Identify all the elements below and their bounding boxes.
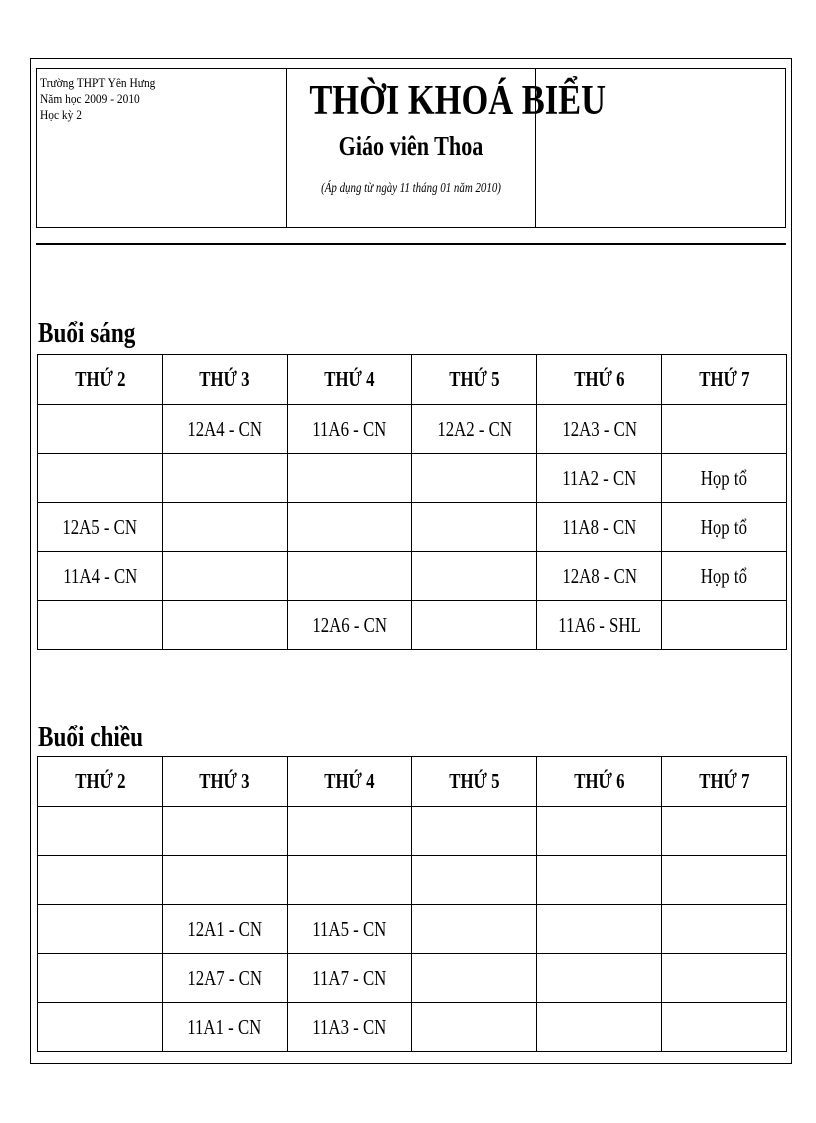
timetable-cell: [412, 454, 537, 503]
timetable-cell: [537, 856, 662, 905]
timetable-cell: [662, 405, 787, 454]
day-header: [537, 757, 662, 807]
day-header-label: THỨ 2: [74, 367, 126, 391]
timetable-cell: [162, 1003, 287, 1052]
afternoon-timetable: [37, 756, 787, 1052]
timetable-cell: [287, 1003, 412, 1052]
cell-label: 12A4 - CN: [187, 416, 263, 441]
table-row: [38, 405, 787, 454]
table-row: [38, 954, 787, 1003]
table-row: [38, 503, 787, 552]
timetable-cell: [38, 601, 163, 650]
timetable-cell: [287, 905, 412, 954]
timetable-cell: [38, 954, 163, 1003]
cell-label: 12A1 - CN: [187, 916, 263, 941]
day-header-label: THỨ 7: [698, 769, 750, 793]
cell-label: 11A7 - CN: [312, 965, 387, 990]
cell-label: 12A5 - CN: [62, 514, 138, 539]
day-header: [162, 355, 287, 405]
cell-label: 11A6 - CN: [312, 416, 387, 441]
timetable-cell: [412, 503, 537, 552]
day-header-label: THỨ 3: [199, 367, 250, 391]
divider-line: [36, 243, 786, 245]
cell-label: 11A6 - SHL: [557, 612, 641, 637]
timetable-cell: [38, 405, 163, 454]
timetable-cell: [537, 905, 662, 954]
timetable-cell: [412, 807, 537, 856]
timetable-cell: [662, 454, 787, 503]
day-header: [38, 355, 163, 405]
day-header-label: THỨ 6: [574, 367, 625, 391]
timetable-cell: [537, 503, 662, 552]
school-year: Năm học 2009 - 2010: [40, 91, 140, 106]
timetable-cell: [662, 954, 787, 1003]
timetable-cell: [412, 856, 537, 905]
day-header-label: THỨ 5: [449, 769, 500, 793]
school-name: Trường THPT Yên Hưng: [40, 75, 156, 90]
effective-date: (Áp dụng từ ngày 11 tháng 01 năm 2010): [321, 181, 501, 196]
table-row: [38, 856, 787, 905]
cell-label: 12A2 - CN: [437, 416, 512, 441]
timetable-cell: [662, 856, 787, 905]
day-header-label: THỨ 3: [199, 769, 250, 793]
table-row: [38, 552, 787, 601]
timetable-cell: [537, 454, 662, 503]
timetable-cell: [162, 552, 287, 601]
page-title: THỜI KHOÁ BIỂU: [309, 78, 606, 124]
day-header: [412, 355, 537, 405]
day-header-label: THỨ 4: [324, 769, 375, 793]
morning-timetable: [37, 354, 787, 650]
timetable-cell: [287, 856, 412, 905]
cell-label: 12A7 - CN: [187, 965, 263, 990]
timetable-cell: [162, 905, 287, 954]
school-info: [37, 69, 287, 227]
timetable-cell: [38, 856, 163, 905]
timetable-cell: [287, 503, 412, 552]
timetable-cell: [412, 1003, 537, 1052]
day-header: [162, 757, 287, 807]
timetable-cell: [537, 954, 662, 1003]
timetable-cell: [38, 1003, 163, 1052]
timetable-cell: [662, 601, 787, 650]
timetable-cell: [662, 503, 787, 552]
table-row: [38, 454, 787, 503]
teacher-name: Giáo viên Thoa: [338, 131, 484, 161]
timetable-cell: [287, 552, 412, 601]
timetable-cell: [537, 601, 662, 650]
cell-label: 11A8 - CN: [562, 514, 637, 539]
timetable-cell: [162, 954, 287, 1003]
day-header-label: THỨ 4: [324, 367, 375, 391]
timetable-cell: [38, 552, 163, 601]
title-block: [287, 69, 606, 227]
timetable-cell: [412, 954, 537, 1003]
timetable-cell: [162, 807, 287, 856]
day-header: [412, 757, 537, 807]
timetable-cell: [162, 601, 287, 650]
timetable-cell: [162, 405, 287, 454]
cell-label: Họp tổ: [700, 465, 748, 490]
timetable-cell: [662, 1003, 787, 1052]
timetable-cell: [537, 1003, 662, 1052]
timetable-cell: [287, 954, 412, 1003]
timetable-cell: [537, 807, 662, 856]
cell-label: 12A6 - CN: [312, 612, 387, 637]
header-box: [36, 68, 786, 228]
day-header: [38, 757, 163, 807]
timetable-cell: [412, 552, 537, 601]
timetable-cell: [287, 454, 412, 503]
semester: Học kỳ 2: [40, 107, 82, 122]
timetable-cell: [412, 905, 537, 954]
day-header-label: THỨ 6: [574, 769, 625, 793]
timetable-cell: [412, 601, 537, 650]
timetable-cell: [287, 807, 412, 856]
cell-label: Họp tổ: [700, 514, 748, 539]
timetable-cell: [537, 405, 662, 454]
day-header-label: THỨ 2: [74, 769, 126, 793]
timetable-cell: [38, 807, 163, 856]
day-header: [537, 355, 662, 405]
timetable-cell: [662, 807, 787, 856]
day-header-label: THỨ 5: [449, 367, 500, 391]
cell-label: 11A1 - CN: [187, 1014, 262, 1039]
timetable-cell: [537, 552, 662, 601]
timetable-cell: [162, 856, 287, 905]
table-row: [38, 601, 787, 650]
day-header: [662, 757, 787, 807]
cell-label: 11A5 - CN: [312, 916, 387, 941]
timetable-cell: [287, 405, 412, 454]
timetable-cell: [287, 601, 412, 650]
day-header: [287, 757, 412, 807]
cell-label: 11A2 - CN: [562, 465, 637, 490]
day-header: [287, 355, 412, 405]
cell-label: 11A4 - CN: [62, 563, 137, 588]
day-header: [662, 355, 787, 405]
cell-label: 12A3 - CN: [561, 416, 637, 441]
afternoon-heading: Buổi chiều: [38, 721, 144, 753]
cell-label: 11A3 - CN: [312, 1014, 387, 1039]
table-row: [38, 1003, 787, 1052]
timetable-cell: [38, 454, 163, 503]
timetable-cell: [38, 905, 163, 954]
cell-label: 12A8 - CN: [561, 563, 637, 588]
morning-heading: Buổi sáng: [38, 317, 136, 349]
timetable-cell: [162, 503, 287, 552]
table-row: [38, 807, 787, 856]
day-header-label: THỨ 7: [698, 367, 750, 391]
timetable-cell: [412, 405, 537, 454]
timetable-cell: [38, 503, 163, 552]
table-row: [38, 905, 787, 954]
cell-label: Họp tổ: [700, 563, 748, 588]
timetable-cell: [662, 905, 787, 954]
timetable-cell: [162, 454, 287, 503]
timetable-cell: [662, 552, 787, 601]
